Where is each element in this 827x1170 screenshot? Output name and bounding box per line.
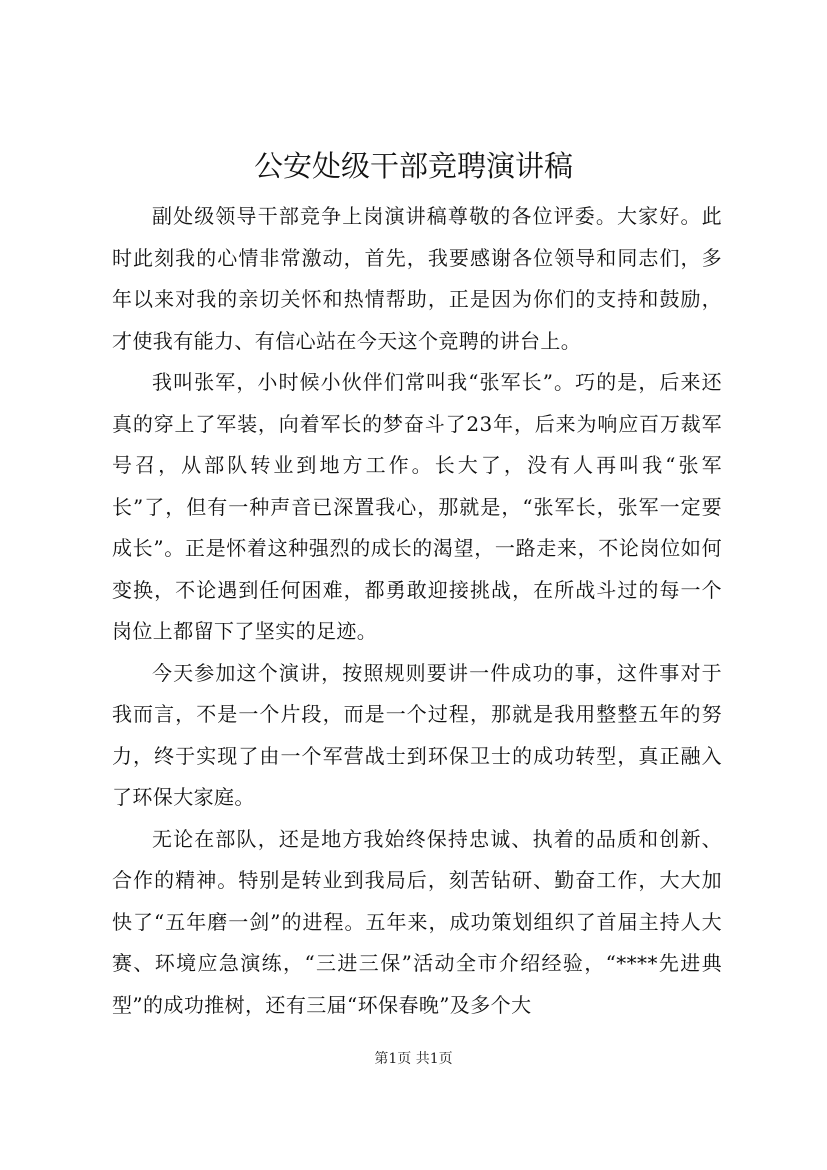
paragraph-4: 无论在部队，还是地方我始终保持忠诚、执着的品质和创新、合作的精神。特别是转业到我局后，刻苦钻研、勤奋工作，大大加快了“五年磨一剑”的进程。五年来，成功策划组织了首届主持人大赛、环境应急演练，“三进三保”活动全市介绍经验，“****先进典型”的成功推树，还有三届“环保春晚”及多个大	[112, 826, 722, 1017]
document-title: 公安处级干部竞聘演讲稿	[253, 149, 573, 183]
paragraph-2: 我叫张军，小时候小伙伴们常叫我“张军长”。巧的是，后来还真的穿上了军装，向着军长的梦奋斗了23年，后来为响应百万裁军号召，从部队转业到地方工作。长大了，没有人再叫我“张军长”了，但有一种声音已深置我心，那就是，“张军长，张军一定要成长”。正是怀着这种强烈的成长的渴望，一路走来，不论岗位如何变换，不论遇到任何困难，都勇敢迎接挑战，在所战斗过的每一个岗位上都留下了坚实的足迹。	[112, 370, 722, 643]
paragraph-1: 副处级领导干部竞争上岗演讲稿尊敬的各位评委。大家好。此时此刻我的心情非常激动，首先，我要感谢各位领导和同志们，多年以来对我的亲切关怀和热情帮助，正是因为你们的支持和鼓励，才使我有能力、有信心站在今天这个竞聘的讲台上。	[112, 204, 722, 353]
document-body	[112, 196, 722, 1026]
paragraph-3: 今天参加这个演讲，按照规则要讲一件成功的事，这件事对于我而言，不是一个片段，而是一个过程，那就是我用整整五年的努力，终于实现了由一个军营战士到环保卫士的成功转型，真正融入了环保大家庭。	[112, 660, 722, 809]
page-number-footer: 第1页 共1页	[374, 1051, 453, 1067]
